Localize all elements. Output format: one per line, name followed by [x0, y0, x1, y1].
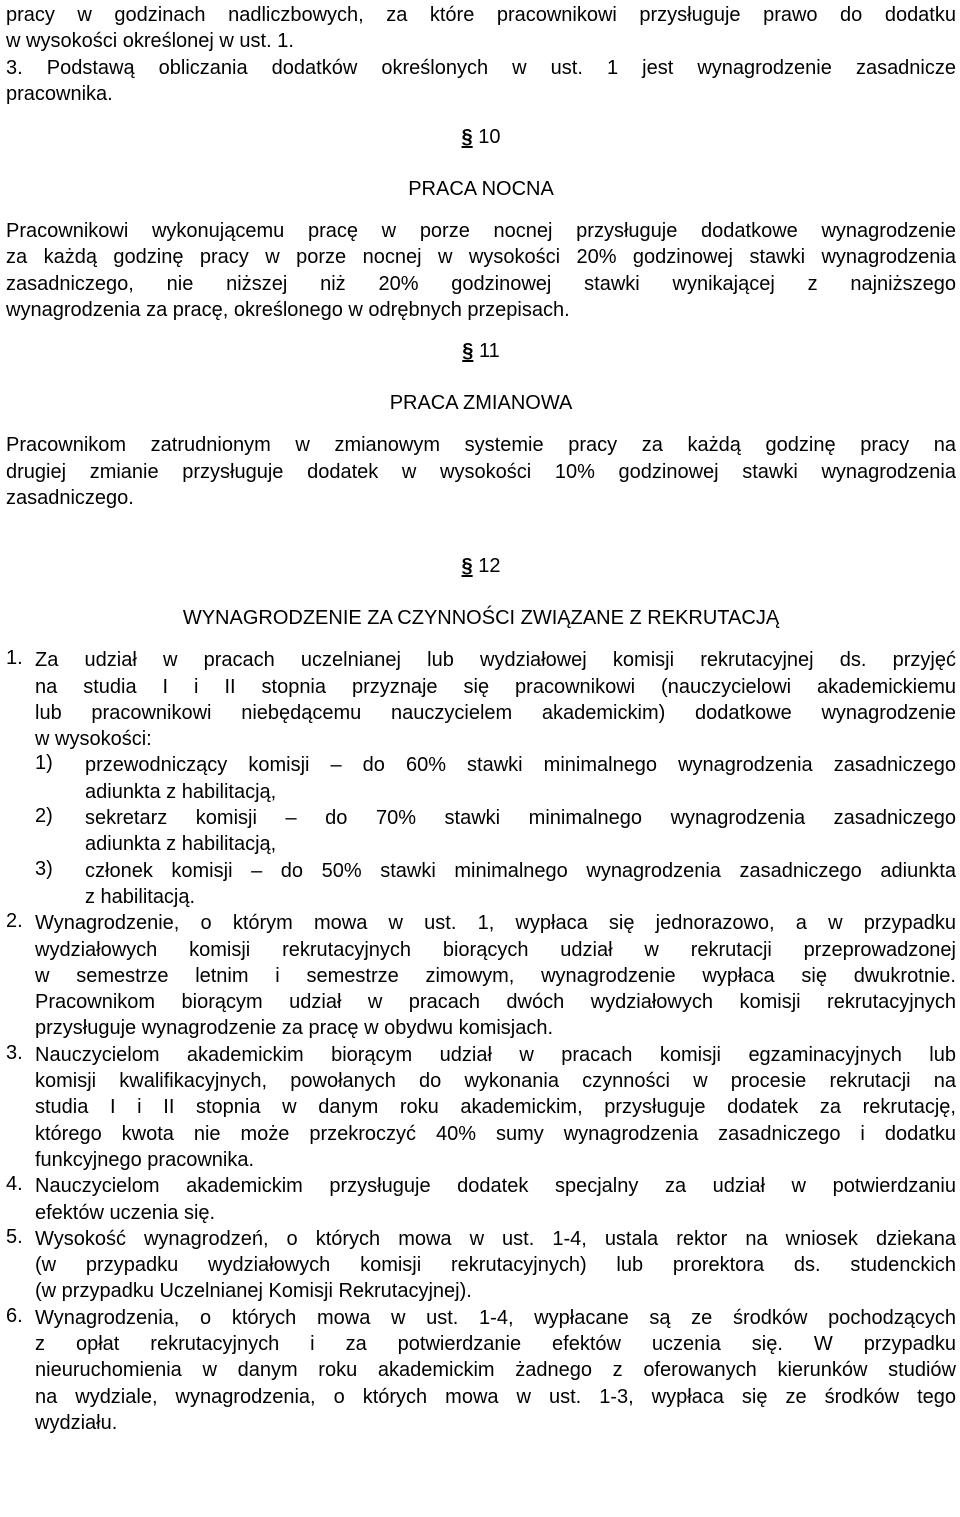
- section-symbol: §: [462, 340, 474, 363]
- text-line: zasadniczego, nie niższej niż 20% godzinowej stawki wynikającej z najniższego: [6, 272, 956, 295]
- text-line: w wysokości:: [35, 728, 152, 751]
- text-line: na studia I i II stopnia przyznaje się pracownikowi (nauczycielowi akademickiemu: [35, 675, 956, 698]
- list-item-number: 6.: [6, 1304, 23, 1327]
- text-line: pracy w godzinach nadliczbowych, za które pracownikowi przysługuje prawo do dodatku: [6, 4, 956, 26]
- list-item: [6, 1226, 956, 1305]
- section-number: [6, 124, 956, 150]
- sub-item-number: 3): [35, 857, 53, 880]
- text-line: Wynagrodzenie, o którym mowa w ust. 1, wypłaca się jednorazowo, a w przypadku: [35, 912, 956, 935]
- sub-item-number: 2): [35, 805, 53, 828]
- text-line: (w przypadku Uczelnianej Komisji Rekrutacyjnej).: [35, 1280, 472, 1303]
- list-item-body: [35, 910, 956, 1041]
- text-line: zasadniczego.: [6, 486, 134, 509]
- list-item-body: [35, 1305, 956, 1436]
- section-paragraph: [6, 432, 956, 511]
- text-line: na wydziale, wynagrodzenia, o których mowa w ust. 1-3, wypłaca się ze środków tego: [35, 1385, 956, 1408]
- section-title: PRACA NOCNA: [408, 178, 554, 201]
- text-line: sekretarz komisji – do 70% stawki minimalnego wynagrodzenia zasadniczego: [85, 807, 956, 830]
- list-item-number: 2.: [6, 910, 23, 933]
- list-item-number: 3.: [6, 1041, 23, 1064]
- intro-paragraph: [6, 2, 956, 107]
- text-line: komisji kwalifikacyjnych, powołanych do wykonania czynności w procesie rekrutacji na: [35, 1070, 956, 1093]
- text-line: z habilitacją.: [85, 885, 196, 908]
- text-line: 3. Podstawą obliczania dodatków określonych w ust. 1 jest wynagrodzenie zasadnicze: [6, 56, 956, 79]
- text-line: wydziałowych komisji rekrutacyjnych biorących udział w rekrutacji przeprowadzonej: [35, 938, 956, 961]
- text-line: funkcyjnego pracownika.: [35, 1148, 255, 1171]
- text-line: studia I i II stopnia w danym roku akademickim, przysługuje dodatek za rekrutację,: [35, 1096, 956, 1119]
- text-line: drugiej zmianie przysługuje dodatek w wysokości 10% godzinowej stawki wynagrodzenia: [6, 460, 956, 483]
- text-line: Pracownikom biorącym udział w pracach dwóch wydziałowych komisji rekrutacyjnych: [35, 991, 956, 1014]
- text-line: przewodniczący komisji – do 60% stawki minimalnego wynagrodzenia zasadniczego: [85, 754, 956, 777]
- list-item-number: 4.: [6, 1173, 23, 1196]
- section-12: [6, 553, 956, 1436]
- text-line: (w przypadku wydziałowych komisji rekrutacyjnych) lub prorektora ds. studenckich: [35, 1254, 956, 1277]
- text-line: wydziału.: [35, 1411, 118, 1434]
- list-item: [6, 1173, 956, 1226]
- text-line: członek komisji – do 50% stawki minimalnego wynagrodzenia zasadniczego adiunkta: [85, 859, 956, 882]
- list-item: [6, 1305, 956, 1436]
- text-line: Wynagrodzenia, o których mowa w ust. 1-4, wypłacane są ze środków pochodzących: [35, 1306, 956, 1329]
- section-number-value: 12: [478, 555, 501, 578]
- list-item: [6, 1042, 956, 1173]
- section-paragraph: [6, 218, 956, 323]
- text-line: z opłat rekrutacyjnych i za potwierdzanie efektów uczenia się. W przypadku: [35, 1332, 956, 1355]
- section-symbol: §: [461, 555, 473, 578]
- text-line: wynagrodzenia za pracę, określonego w odrębnych przepisach.: [6, 299, 570, 322]
- text-line: Nauczycielom akademickim biorącym udział w pracach komisji egzaminacyjnych lub: [35, 1043, 956, 1066]
- text-line: adiunkta z habilitacją,: [85, 833, 277, 856]
- text-line: lub pracownikowi niebędącemu nauczycielem akademickim) dodatkowe wynagrodzenie: [35, 701, 956, 724]
- section-title: WYNAGRODZENIE ZA CZYNNOŚCI ZWIĄZANE Z REKRUTACJĄ: [182, 607, 780, 630]
- list-item: [6, 647, 956, 910]
- list-item-body: [35, 1226, 956, 1305]
- section-number-value: 11: [478, 340, 500, 363]
- text-line: Pracownikowi wykonującemu pracę w porze nocnej przysługuje dodatkowe wynagrodzenie: [6, 220, 956, 243]
- section-symbol: §: [461, 126, 473, 149]
- section-number-value: 10: [478, 126, 501, 149]
- text-line: w wysokości określonej w ust. 1.: [6, 30, 294, 53]
- section-number: [6, 338, 956, 364]
- section-title: PRACA ZMIANOWA: [389, 392, 573, 415]
- list-item-body: [35, 1173, 956, 1226]
- list-item-number: 1.: [6, 647, 23, 670]
- text-line: w semestrze letnim i semestrze zimowym, wynagrodzenie wypłaca się dwukrotnie.: [35, 964, 956, 987]
- text-line: Nauczycielom akademickim przysługuje dodatek specjalny za udział w potwierdzaniu: [35, 1175, 956, 1198]
- list-item: [6, 910, 956, 1041]
- list-item-body: [35, 1042, 956, 1173]
- sub-item-number: 1): [35, 752, 53, 775]
- text-line: Wysokość wynagrodzeń, o których mowa w ust. 1-4, ustala rektor na wniosek dziekana: [35, 1227, 956, 1250]
- section-10: [6, 124, 956, 323]
- text-line: nieuruchomienia w danym roku akademickim żadnego z oferowanych kierunków studiów: [35, 1359, 956, 1382]
- list-item-body: [35, 647, 956, 910]
- sub-list: [35, 752, 956, 910]
- sub-list-item: [35, 858, 956, 911]
- text-line: przysługuje wynagrodzenie za pracę w obydwu komisjach.: [35, 1017, 554, 1040]
- sub-list-item: [35, 805, 956, 858]
- text-line: Pracownikom zatrudnionym w zmianowym systemie pracy za każdą godzinę pracy na: [6, 434, 956, 457]
- text-line: Za udział w pracach uczelnianej lub wydziałowej komisji rekrutacyjnej ds. przyjęć: [35, 649, 956, 672]
- section-number: [6, 553, 956, 579]
- list-item-number: 5.: [6, 1225, 23, 1248]
- numbered-list: [6, 647, 956, 1436]
- text-line: którego kwota nie może przekroczyć 40% sumy wynagrodzenia zasadniczego i dodatku: [35, 1122, 956, 1145]
- text-line: efektów uczenia się.: [35, 1201, 216, 1224]
- text-line: za każdą godzinę pracy w porze nocnej w wysokości 20% godzinowej stawki wynagrodzenia: [6, 246, 956, 269]
- sub-list-item: [35, 752, 956, 805]
- section-11: [6, 338, 956, 511]
- text-line: adiunkta z habilitacją,: [85, 780, 277, 803]
- text-line: pracownika.: [6, 82, 113, 105]
